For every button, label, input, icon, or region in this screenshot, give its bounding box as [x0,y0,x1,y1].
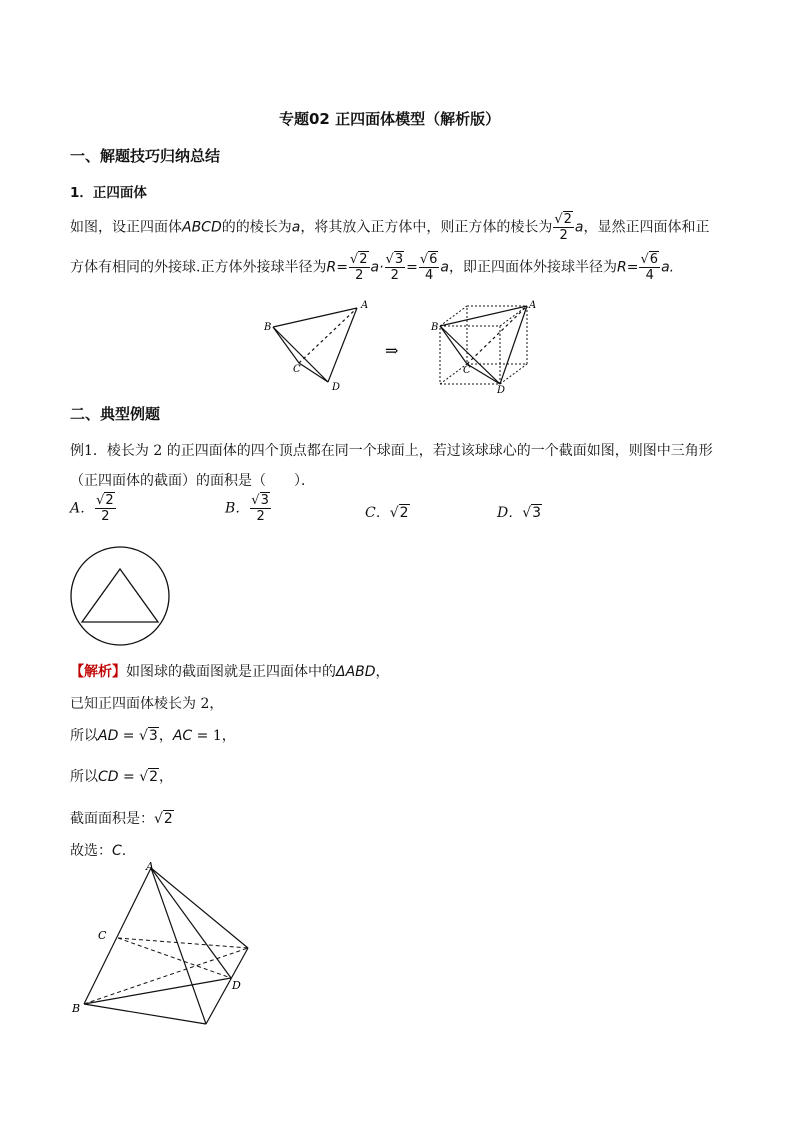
var-ad: AD [98,728,119,744]
sub-heading-tetrahedron: 1．正四面体 [70,185,147,201]
radicand: 3 [148,728,158,744]
radicand: 2 [149,769,159,785]
var-a: a [440,259,450,276]
radicand: 2 [399,505,409,521]
fraction-sqrt2-over-2: $\frac{√2}{2}$ [554,212,572,243]
choice-label: C． [365,505,390,521]
denominator: 2 [101,509,110,524]
radicand: 6 [429,252,438,267]
var-ac: AC [172,728,193,744]
section-heading-1: 一、解题技巧归纳总结 [70,147,221,165]
text: 所以 [70,728,98,744]
fraction: $\frac{√6}{4}$ [419,252,438,283]
tetrahedron-dashed-edges [84,938,248,1004]
tetrahedron-right [440,306,527,384]
denominator: 2 [256,509,265,524]
label-d: D [497,385,506,394]
text: = 1， [192,728,236,744]
fraction: $\frac{√6}{4}$ [640,252,659,283]
page-title: 专题02 正四面体模型（解析版） [279,110,501,128]
text: ， [159,769,174,785]
analysis-line-4: 所以CD = √2， [70,769,174,785]
choice-label: D． [497,505,523,521]
choice-c: C．√2 [365,505,409,521]
text: 的的棱长为 [221,219,292,236]
text: ， [158,728,173,744]
text: . [121,843,127,859]
text: 如图球的截面图就是正四面体中的 [126,664,336,680]
choice-label: A． [70,500,95,517]
tetrahedron-cube-figure [255,296,540,394]
denominator: 4 [424,268,434,283]
text: 如图，设正四面体 [70,219,182,236]
label-b: B [264,322,272,333]
paragraph-1 [70,212,710,243]
analysis-line-2: 已知正四面体棱长为 2， [70,696,224,712]
equals: = [118,769,140,785]
equals: = [626,259,639,276]
implies-arrow: ⇒ [385,341,399,360]
label-a: A [146,860,154,873]
var-abd: ΔABD [336,664,376,680]
equals: = [118,728,139,744]
analysis-tag: 【解析】 [70,664,126,680]
label-a: A [361,300,369,311]
var-r: R [326,259,337,276]
denominator: 4 [645,268,654,283]
example-1-line-1: 例1．棱长为 2 的正四面体的四个顶点都在同一个球面上，若过该球球心的一个截面如图，则图中三角形 [70,443,713,459]
fraction: $\frac{√3}{2}$ [385,252,404,283]
text: ，即正四面体外接球半径为 [449,259,618,276]
denominator: 2 [559,228,568,243]
label-c: C [98,929,107,942]
tetrahedron-left [273,308,357,382]
answer: C [112,843,122,859]
var-cd: CD [98,769,119,785]
text: ，显然正四面体和正 [583,219,710,236]
choice-label: B． [225,500,250,517]
radicand: 3 [260,493,269,508]
analysis-line-5: 截面面积是：√2 [70,811,173,827]
var-abcd: ABCD [182,219,222,236]
circle [71,547,169,645]
text: ， [375,664,390,680]
section-heading-2: 二、典型例题 [70,405,161,423]
var-a: a. [661,259,675,276]
analysis-line-1 [70,661,390,681]
text: 方体有相同的外接球.正方体外接球半径为 [70,259,327,276]
denominator: 2 [390,268,399,283]
choice-a [70,493,117,524]
label-b: B [431,322,439,333]
radicand: 3 [394,252,404,267]
label-d: D [332,382,341,393]
var-a: a· [370,259,384,276]
choice-d: D．√3 [497,505,542,521]
var-a: a [291,219,301,236]
fraction: $\frac{√3}{2}$ [251,493,269,524]
choice-b [225,493,272,524]
fraction: $\frac{√2}{2}$ [349,252,368,283]
triangle [82,569,158,622]
equals: = [406,259,418,276]
text: 故选： [70,843,112,859]
radicand: 2 [163,811,173,827]
sphere-section-figure [68,544,172,648]
text: 截面面积是： [70,811,154,827]
radicand: 2 [359,252,368,267]
var-a: a [574,219,584,236]
tetrahedron-section-figure [66,856,256,1028]
paragraph-2 [70,252,674,283]
label-a: A [529,300,537,311]
radicand: 6 [649,252,659,267]
label-c: C [463,365,471,376]
label-d: D [232,979,241,992]
text: 所以 [70,769,98,785]
analysis-line-3: 所以AD = √3，AC = 1， [70,728,236,744]
radicand: 2 [563,212,572,227]
label-b: B [72,1002,81,1015]
text: ，将其放入正方体中，则正方体的棱长为 [300,219,553,236]
radicand: 3 [532,505,542,521]
equals: = [336,259,348,276]
radicand: 2 [105,493,114,508]
var-r: R [617,259,627,276]
label-c: C [293,364,301,375]
example-1-line-2: （正四面体的截面）的面积是（ ）． [70,473,315,489]
fraction: $\frac{√2}{2}$ [96,493,114,524]
denominator: 2 [355,268,364,283]
